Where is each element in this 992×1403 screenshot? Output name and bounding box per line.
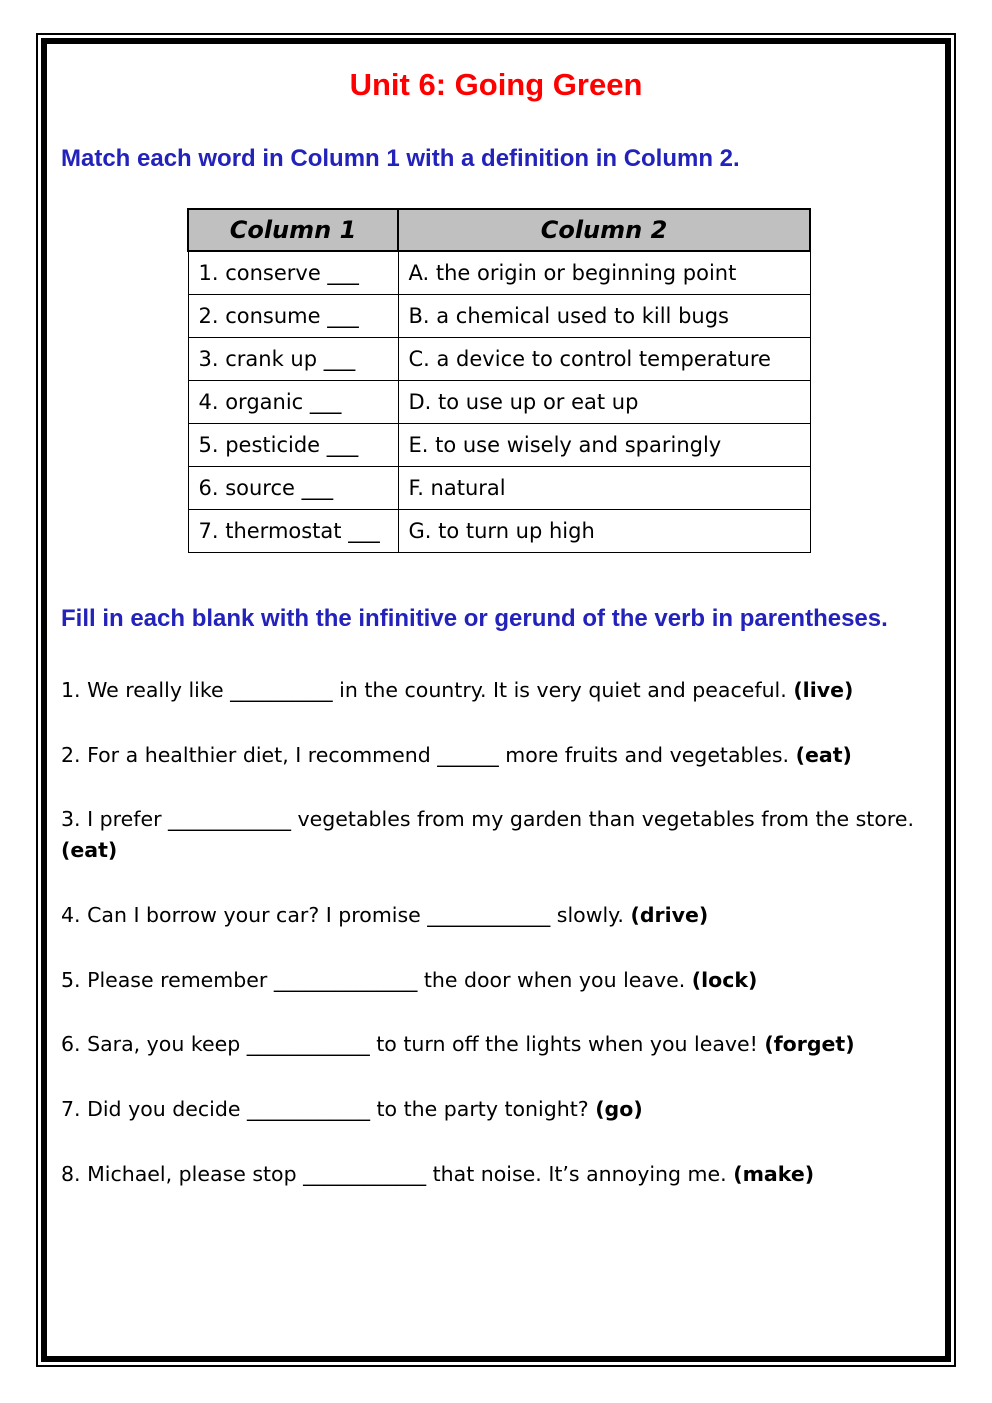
word-cell: 1. conserve ___: [188, 251, 398, 295]
exercise-sentence-8: [61, 1159, 931, 1190]
definition-cell: F. natural: [398, 466, 810, 509]
page-border-inner: [41, 38, 951, 1362]
definition-cell: A. the origin or beginning point: [398, 251, 810, 295]
word-cell: 5. pesticide ___: [188, 423, 398, 466]
table-row: [188, 251, 810, 295]
exercise-sentence-5: [61, 965, 931, 996]
verb-hint: (eat): [795, 742, 852, 767]
verb-hint: (forget): [764, 1032, 855, 1057]
sentence-text: 3. I prefer ____________ vegetables from my garden than vegetables from the store.: [61, 807, 914, 832]
word-cell: 7. thermostat ___: [188, 509, 398, 552]
exercise-sentence-1: [61, 675, 931, 706]
matching-instructions: Match each word in Column 1 with a definition in Column 2.: [61, 145, 740, 173]
page-title: Unit 6: Going Green: [349, 67, 643, 102]
definition-cell: C. a device to control temperature: [398, 337, 810, 380]
sentence-text: 6. Sara, you keep ____________ to turn off the lights when you leave!: [61, 1032, 758, 1057]
table-row: [188, 294, 810, 337]
fill-in-instructions: Fill in each blank with the infinitive or gerund of the verb in parentheses.: [61, 604, 888, 632]
table-row: [188, 509, 810, 552]
page-border-outer: [36, 33, 956, 1367]
word-cell: 2. consume ___: [188, 294, 398, 337]
sentence-text: 7. Did you decide ____________ to the party tonight?: [61, 1097, 589, 1122]
verb-hint: (make): [733, 1161, 815, 1186]
sentence-text: 4. Can I borrow your car? I promise ____________ slowly.: [61, 902, 624, 927]
table-row: [188, 380, 810, 423]
sentence-text: 2. For a healthier diet, I recommend ______ more fruits and vegetables.: [61, 742, 790, 767]
sentence-text: 5. Please remember ______________ the door when you leave.: [61, 967, 686, 992]
table-header-row: [188, 209, 810, 251]
word-cell: 4. organic ___: [188, 380, 398, 423]
definition-cell: B. a chemical used to kill bugs: [398, 294, 810, 337]
matching-table: [187, 208, 811, 553]
sentence-text: 1. We really like __________ in the country. It is very quiet and peaceful.: [61, 677, 787, 702]
exercise-sentence-3: [61, 804, 931, 866]
verb-hint: (eat): [61, 838, 118, 863]
sentence-text: 8. Michael, please stop ____________ that noise. It’s annoying me.: [61, 1161, 727, 1186]
table-row: [188, 423, 810, 466]
verb-hint: (live): [793, 677, 854, 702]
verb-hint: (drive): [630, 902, 709, 927]
definition-cell: G. to turn up high: [398, 509, 810, 552]
verb-hint: (go): [595, 1097, 643, 1122]
word-cell: 6. source ___: [188, 466, 398, 509]
table-row: [188, 466, 810, 509]
definition-cell: D. to use up or eat up: [398, 380, 810, 423]
verb-hint: (lock): [691, 967, 758, 992]
column2-header: Column 2: [398, 209, 810, 251]
table-row: [188, 337, 810, 380]
exercise-sentence-4: [61, 900, 931, 931]
exercise-sentence-7: [61, 1094, 931, 1125]
fill-in-exercise: [61, 675, 931, 1190]
column1-header: Column 1: [188, 209, 398, 251]
definition-cell: E. to use wisely and sparingly: [398, 423, 810, 466]
exercise-sentence-6: [61, 1029, 931, 1060]
word-cell: 3. crank up ___: [188, 337, 398, 380]
exercise-sentence-2: [61, 740, 931, 771]
